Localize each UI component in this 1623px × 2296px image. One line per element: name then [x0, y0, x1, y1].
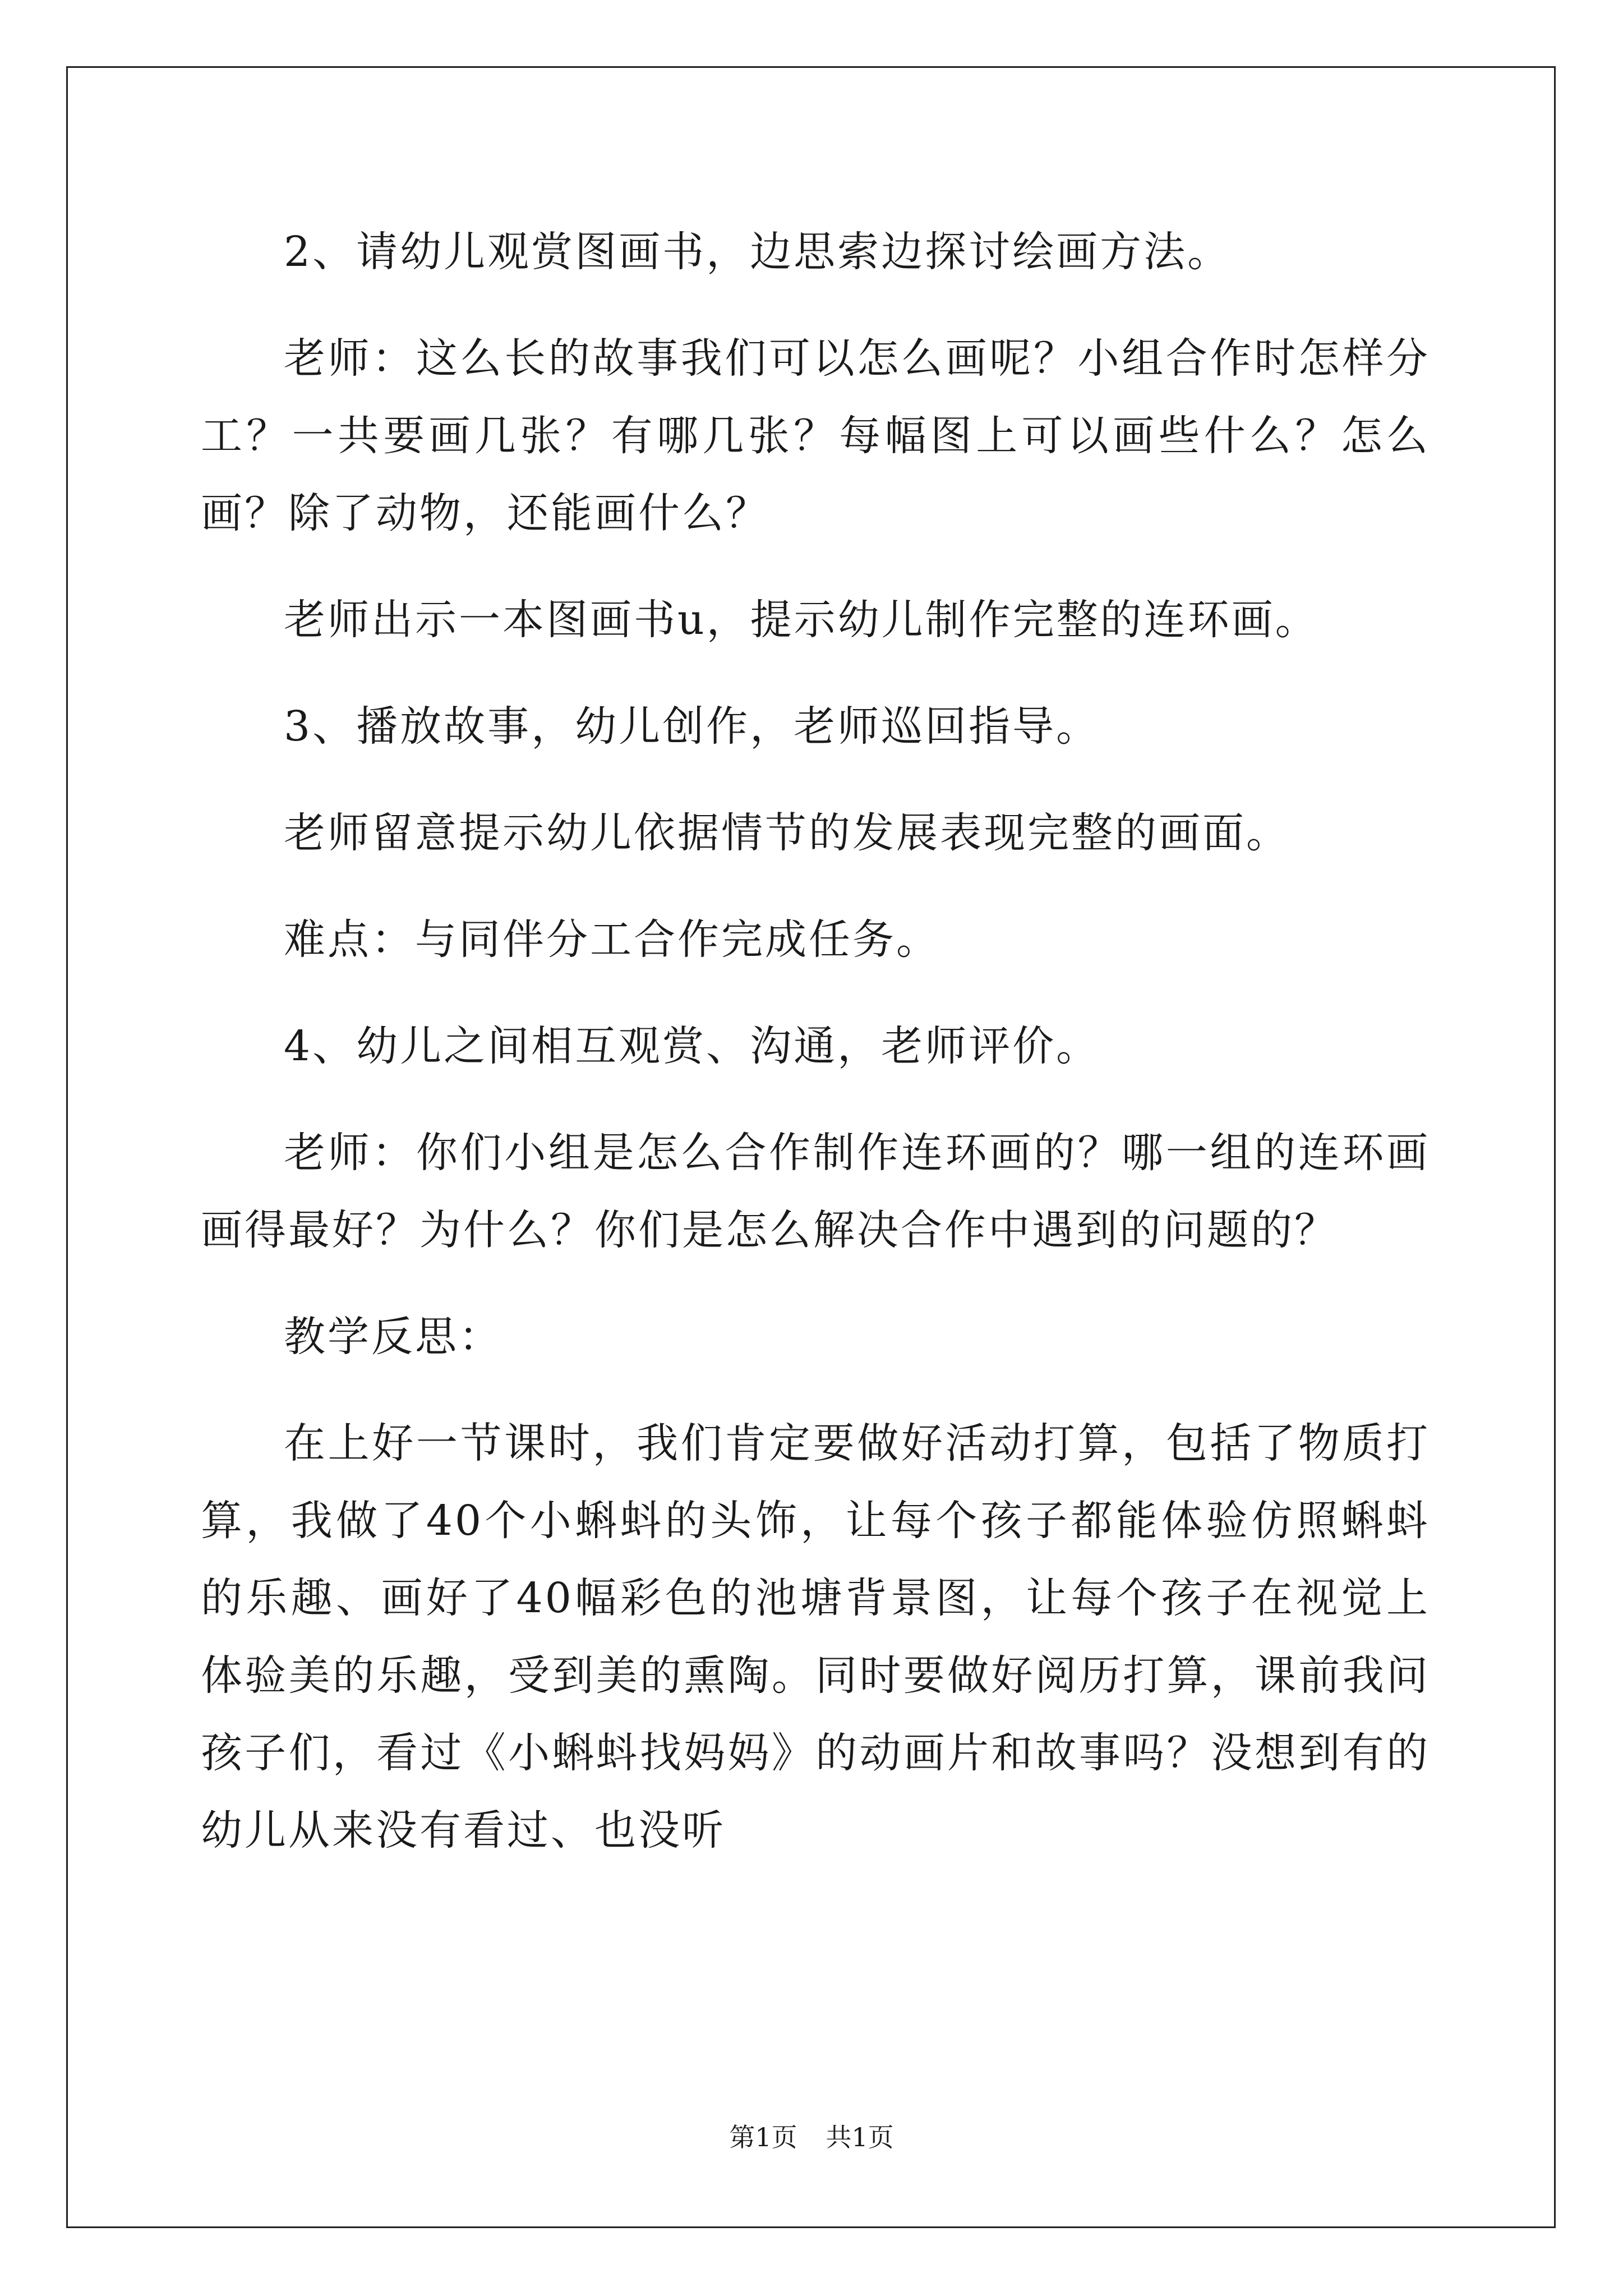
paragraph: 在上好一节课时，我们肯定要做好活动打算，包括了物质打算，我做了40个小蝌蚪的头饰，让每个孩子都能体验仿照蝌蚪的乐趣、画好了40幅彩色的池塘背景图，让每个孩子在视觉上体验美的乐趣，受到美的熏陶。同时要做好阅历打算，课前我问孩子们，看过《小蝌蚪找妈妈》的动画片和故事吗？没想到有的幼儿从来没有看过、也没听 [201, 1419, 1430, 1855]
paragraph: 老师留意提示幼儿依据情节的发展表现完整的画面。 [284, 809, 1290, 857]
page-number: 第1页 [729, 2122, 797, 2152]
page-footer [0, 2120, 1623, 2154]
paragraph: 老师：你们小组是怎么合作制作连环画的？哪一组的连环画画得最好？为什么？你们是怎么解决合作中遇到的问题的？ [201, 1129, 1430, 1254]
paragraph: 老师出示一本图画书u，提示幼儿制作完整的连环画。 [284, 596, 1319, 644]
paragraph: 老师：这么长的故事我们可以怎么画呢？小组合作时怎样分工？一共要画几张？有哪几张？每幅图上可以画些什么？怎么画？除了动物，还能画什么？ [201, 334, 1430, 537]
document-body [201, 213, 1430, 1869]
page-total: 共1页 [826, 2122, 894, 2152]
paragraph: 4、幼儿之间相互观赏、沟通，老师评价。 [284, 1022, 1100, 1070]
paragraph: 3、播放故事，幼儿创作，老师巡回指导。 [284, 702, 1100, 751]
paragraph: 难点：与同伴分工合作完成任务。 [284, 915, 940, 964]
paragraph: 2、请幼儿观赏图画书，边思索边探讨绘画方法。 [284, 228, 1232, 276]
paragraph: 教学反思： [284, 1313, 502, 1361]
